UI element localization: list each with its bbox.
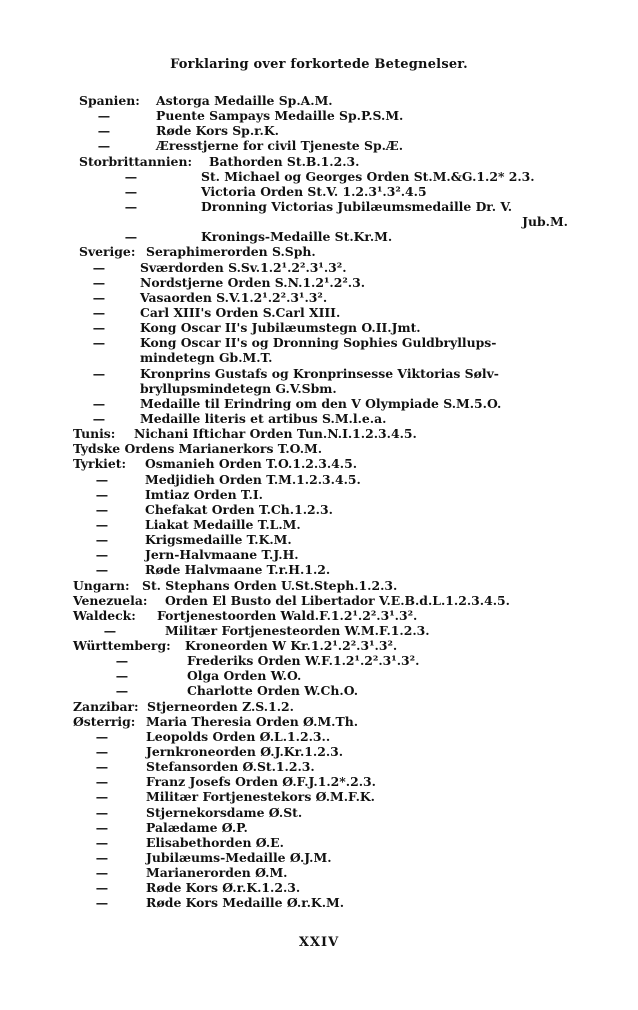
country-label: Waldeck: <box>73 607 136 623</box>
order-text: Imtiaz Orden T.I. <box>145 486 263 502</box>
country-label: Tyrkiet: <box>73 456 127 472</box>
entry-line <box>0 638 638 653</box>
entry-line <box>0 260 638 275</box>
dash-mark: — <box>95 850 109 866</box>
entry-line <box>0 562 638 577</box>
entry-line <box>0 532 638 547</box>
page-number: XXIV <box>298 935 340 950</box>
entry-line <box>0 426 638 441</box>
dash-mark: — <box>115 683 129 699</box>
entry-line <box>0 805 638 820</box>
dash-mark: — <box>95 880 109 896</box>
country-label: Tydske Ordens Marianerkors T.O.M. <box>73 441 323 457</box>
page-title: Forklaring over forkortede Betegnelser. <box>170 57 468 72</box>
dash-mark: — <box>95 562 109 578</box>
dash-mark: — <box>92 304 106 320</box>
entry-line <box>0 320 638 335</box>
order-text: Røde Halvmaane T.r.H.1.2. <box>145 562 331 578</box>
entry-line <box>0 456 638 471</box>
order-text: Astorga Medaille Sp.A.M. <box>156 93 333 108</box>
dash-mark: — <box>92 289 106 305</box>
order-text: Marianerorden Ø.M. <box>146 865 288 881</box>
dash-mark: — <box>97 123 111 139</box>
order-text: Fortjenestoorden Wald.F.1.2¹.2².3¹.3². <box>157 607 418 623</box>
order-text: Seraphimerorden S.Sph. <box>146 244 316 260</box>
entry-line <box>0 895 638 910</box>
order-text: St. Michael og Georges Orden St.M.&G.1.2* 2.3. <box>201 168 535 184</box>
entry-line <box>0 578 638 593</box>
dash-mark: — <box>124 229 138 245</box>
order-text: Nordstjerne Orden S.N.1.2¹.2².3. <box>140 274 366 290</box>
entry-line <box>0 517 638 532</box>
entry-line <box>0 169 638 184</box>
order-text: Olga Orden W.O. <box>187 668 302 684</box>
order-text: Medaille literis et artibus S.M.l.e.a. <box>140 410 387 426</box>
dash-mark: — <box>95 547 109 563</box>
dash-mark: — <box>124 183 138 199</box>
order-text: Jubilæums-Medaille Ø.J.M. <box>146 850 332 866</box>
order-text: Vasaorden S.V.1.2¹.2².3¹.3². <box>140 289 328 305</box>
entry-line <box>0 441 638 456</box>
dash-mark: — <box>92 259 106 275</box>
order-text: Jernkroneorden Ø.J.Kr.1.2.3. <box>146 744 344 760</box>
entry-line <box>0 472 638 487</box>
dash-mark: — <box>95 789 109 805</box>
dash-mark: — <box>95 486 109 502</box>
dash-mark: — <box>124 168 138 184</box>
dash-mark: — <box>115 653 129 669</box>
order-text: Røde Kors Sp.r.K. <box>156 123 279 139</box>
dash-mark: — <box>95 728 109 744</box>
entry-line <box>0 502 638 517</box>
entry-line <box>0 123 638 138</box>
entry-line <box>0 699 638 714</box>
order-text: Leopolds Orden Ø.L.1.2.3.. <box>146 728 331 744</box>
entry-line <box>0 880 638 895</box>
entry-line <box>0 108 638 123</box>
dash-mark: — <box>95 501 109 517</box>
entry-line <box>0 623 638 638</box>
order-text: Orden El Busto del Libertador V.E.B.d.L.1.2.3.4.5. <box>165 592 510 608</box>
entry-line <box>0 305 638 320</box>
entry-line <box>0 865 638 880</box>
dash-mark: — <box>92 410 106 426</box>
order-text: Charlotte Orden W.Ch.O. <box>187 683 359 699</box>
order-text: Maria Theresia Orden Ø.M.Th. <box>146 713 359 729</box>
order-text: Æresstjerne for civil Tjeneste Sp.Æ. <box>156 138 404 154</box>
order-text: Stjerneorden Z.S.1.2. <box>147 698 294 714</box>
dash-mark: — <box>95 819 109 835</box>
dash-mark: — <box>95 532 109 548</box>
order-text: Røde Kors Ø.r.K.1.2.3. <box>146 880 301 896</box>
country-label: Spanien: <box>79 93 140 108</box>
order-text: Palædame Ø.P. <box>146 819 248 835</box>
dash-mark: — <box>95 895 109 911</box>
entry-line <box>0 335 638 350</box>
order-text: Kong Oscar II's og Dronning Sophies Guldbryllups- <box>140 335 497 351</box>
entry-line <box>0 366 638 381</box>
dash-mark: — <box>92 365 106 381</box>
order-text: Carl XIII's Orden S.Carl XIII. <box>140 304 341 320</box>
entry-line <box>0 184 638 199</box>
entry-line <box>0 244 638 259</box>
dash-mark: — <box>115 668 129 684</box>
entry-line <box>0 835 638 850</box>
dash-mark: — <box>92 320 106 336</box>
dash-mark: — <box>92 335 106 351</box>
order-text: Militær Fortjenestekors Ø.M.F.K. <box>146 789 375 805</box>
order-text: Bathorden St.B.1.2.3. <box>209 153 360 169</box>
abbreviation-list <box>0 93 638 911</box>
order-text: Kronings-Medaille St.Kr.M. <box>201 229 393 245</box>
continuation-text: Jub.M. <box>522 214 568 230</box>
dash-mark: — <box>103 622 117 638</box>
order-text: Krigsmedaille T.K.M. <box>145 532 292 548</box>
dash-mark: — <box>95 774 109 790</box>
entry-line <box>0 744 638 759</box>
entry-line <box>0 774 638 789</box>
dash-mark: — <box>95 865 109 881</box>
order-text: Stefansorden Ø.St.1.2.3. <box>146 759 315 775</box>
order-text: Dronning Victorias Jubilæumsmedaille Dr. V. <box>201 198 513 214</box>
entry-line <box>0 729 638 744</box>
order-text: Jern-Halvmaane T.J.H. <box>145 547 299 563</box>
entry-line <box>0 138 638 153</box>
order-text: Medjidieh Orden T.M.1.2.3.4.5. <box>145 471 361 487</box>
country-label: Württemberg: <box>73 638 171 654</box>
entry-line <box>0 759 638 774</box>
dash-mark: — <box>95 834 109 850</box>
entry-line <box>0 199 638 214</box>
country-label: Østerrig: <box>73 713 136 729</box>
order-text: Victoria Orden St.V. 1.2.3¹.3².4.5 <box>201 183 427 199</box>
entry-line <box>0 381 638 396</box>
entry-line <box>0 668 638 683</box>
entry-line <box>0 275 638 290</box>
dash-mark: — <box>97 138 111 154</box>
dash-mark: — <box>92 274 106 290</box>
dash-mark: — <box>97 108 111 124</box>
order-text: Nichani Iftichar Orden Tun.N.I.1.2.3.4.5. <box>134 426 417 442</box>
entry-line <box>0 396 638 411</box>
dash-mark: — <box>92 395 106 411</box>
dash-mark: — <box>95 471 109 487</box>
entry-line <box>0 290 638 305</box>
entry-line <box>0 93 638 108</box>
country-label: Storbrittannien: <box>79 153 193 169</box>
country-label: Ungarn: <box>73 577 130 593</box>
order-text: Kronprins Gustafs og Kronprinsesse Viktorias Sølv- <box>140 365 499 381</box>
country-label: Tunis: <box>73 426 116 442</box>
entry-line <box>0 214 638 229</box>
order-text: Osmanieh Orden T.O.1.2.3.4.5. <box>145 456 358 472</box>
dash-mark: — <box>124 198 138 214</box>
dash-mark: — <box>95 516 109 532</box>
entry-line <box>0 820 638 835</box>
order-text: Liakat Medaille T.L.M. <box>145 516 301 532</box>
order-text: Frederiks Orden W.F.1.2¹.2².3¹.3². <box>187 653 420 669</box>
order-text: Medaille til Erindring om den V Olympiade S.M.5.O. <box>140 395 502 411</box>
entry-line <box>0 593 638 608</box>
entry-line <box>0 850 638 865</box>
dash-mark: — <box>95 804 109 820</box>
dash-mark: — <box>95 759 109 775</box>
order-text: Militær Fortjenesteorden W.M.F.1.2.3. <box>165 622 430 638</box>
order-text: Puente Sampays Medaille Sp.P.S.M. <box>156 108 404 124</box>
order-text: Røde Kors Medaille Ø.r.K.M. <box>146 895 345 911</box>
entry-line <box>0 714 638 729</box>
country-label: Venezuela: <box>73 592 148 608</box>
entry-line <box>0 683 638 698</box>
entry-line <box>0 411 638 426</box>
country-label: Zanzibar: <box>73 698 139 714</box>
order-text: Sværdorden S.Sv.1.2¹.2².3¹.3². <box>140 259 347 275</box>
order-text: mindetegn Gb.M.T. <box>140 350 273 366</box>
dash-mark: — <box>95 744 109 760</box>
order-text: bryllupsmindetegn G.V.Sbm. <box>140 380 337 396</box>
order-text: St. Stephans Orden U.St.Steph.1.2.3. <box>142 577 398 593</box>
order-text: Chefakat Orden T.Ch.1.2.3. <box>145 501 333 517</box>
order-text: Elisabethorden Ø.E. <box>146 834 284 850</box>
entry-line <box>0 608 638 623</box>
entry-line <box>0 487 638 502</box>
entry-line <box>0 789 638 804</box>
order-text: Kroneorden W Kr.1.2¹.2².3¹.3². <box>185 638 398 654</box>
entry-line <box>0 653 638 668</box>
entry-line <box>0 350 638 365</box>
order-text: Stjernekorsdame Ø.St. <box>146 804 303 820</box>
entry-line <box>0 229 638 244</box>
order-text: Franz Josefs Orden Ø.F.J.1.2*.2.3. <box>146 774 376 790</box>
order-text: Kong Oscar II's Jubilæumstegn O.II.Jmt. <box>140 320 421 336</box>
entry-line <box>0 154 638 169</box>
country-label: Sverige: <box>79 244 136 260</box>
entry-line <box>0 547 638 562</box>
